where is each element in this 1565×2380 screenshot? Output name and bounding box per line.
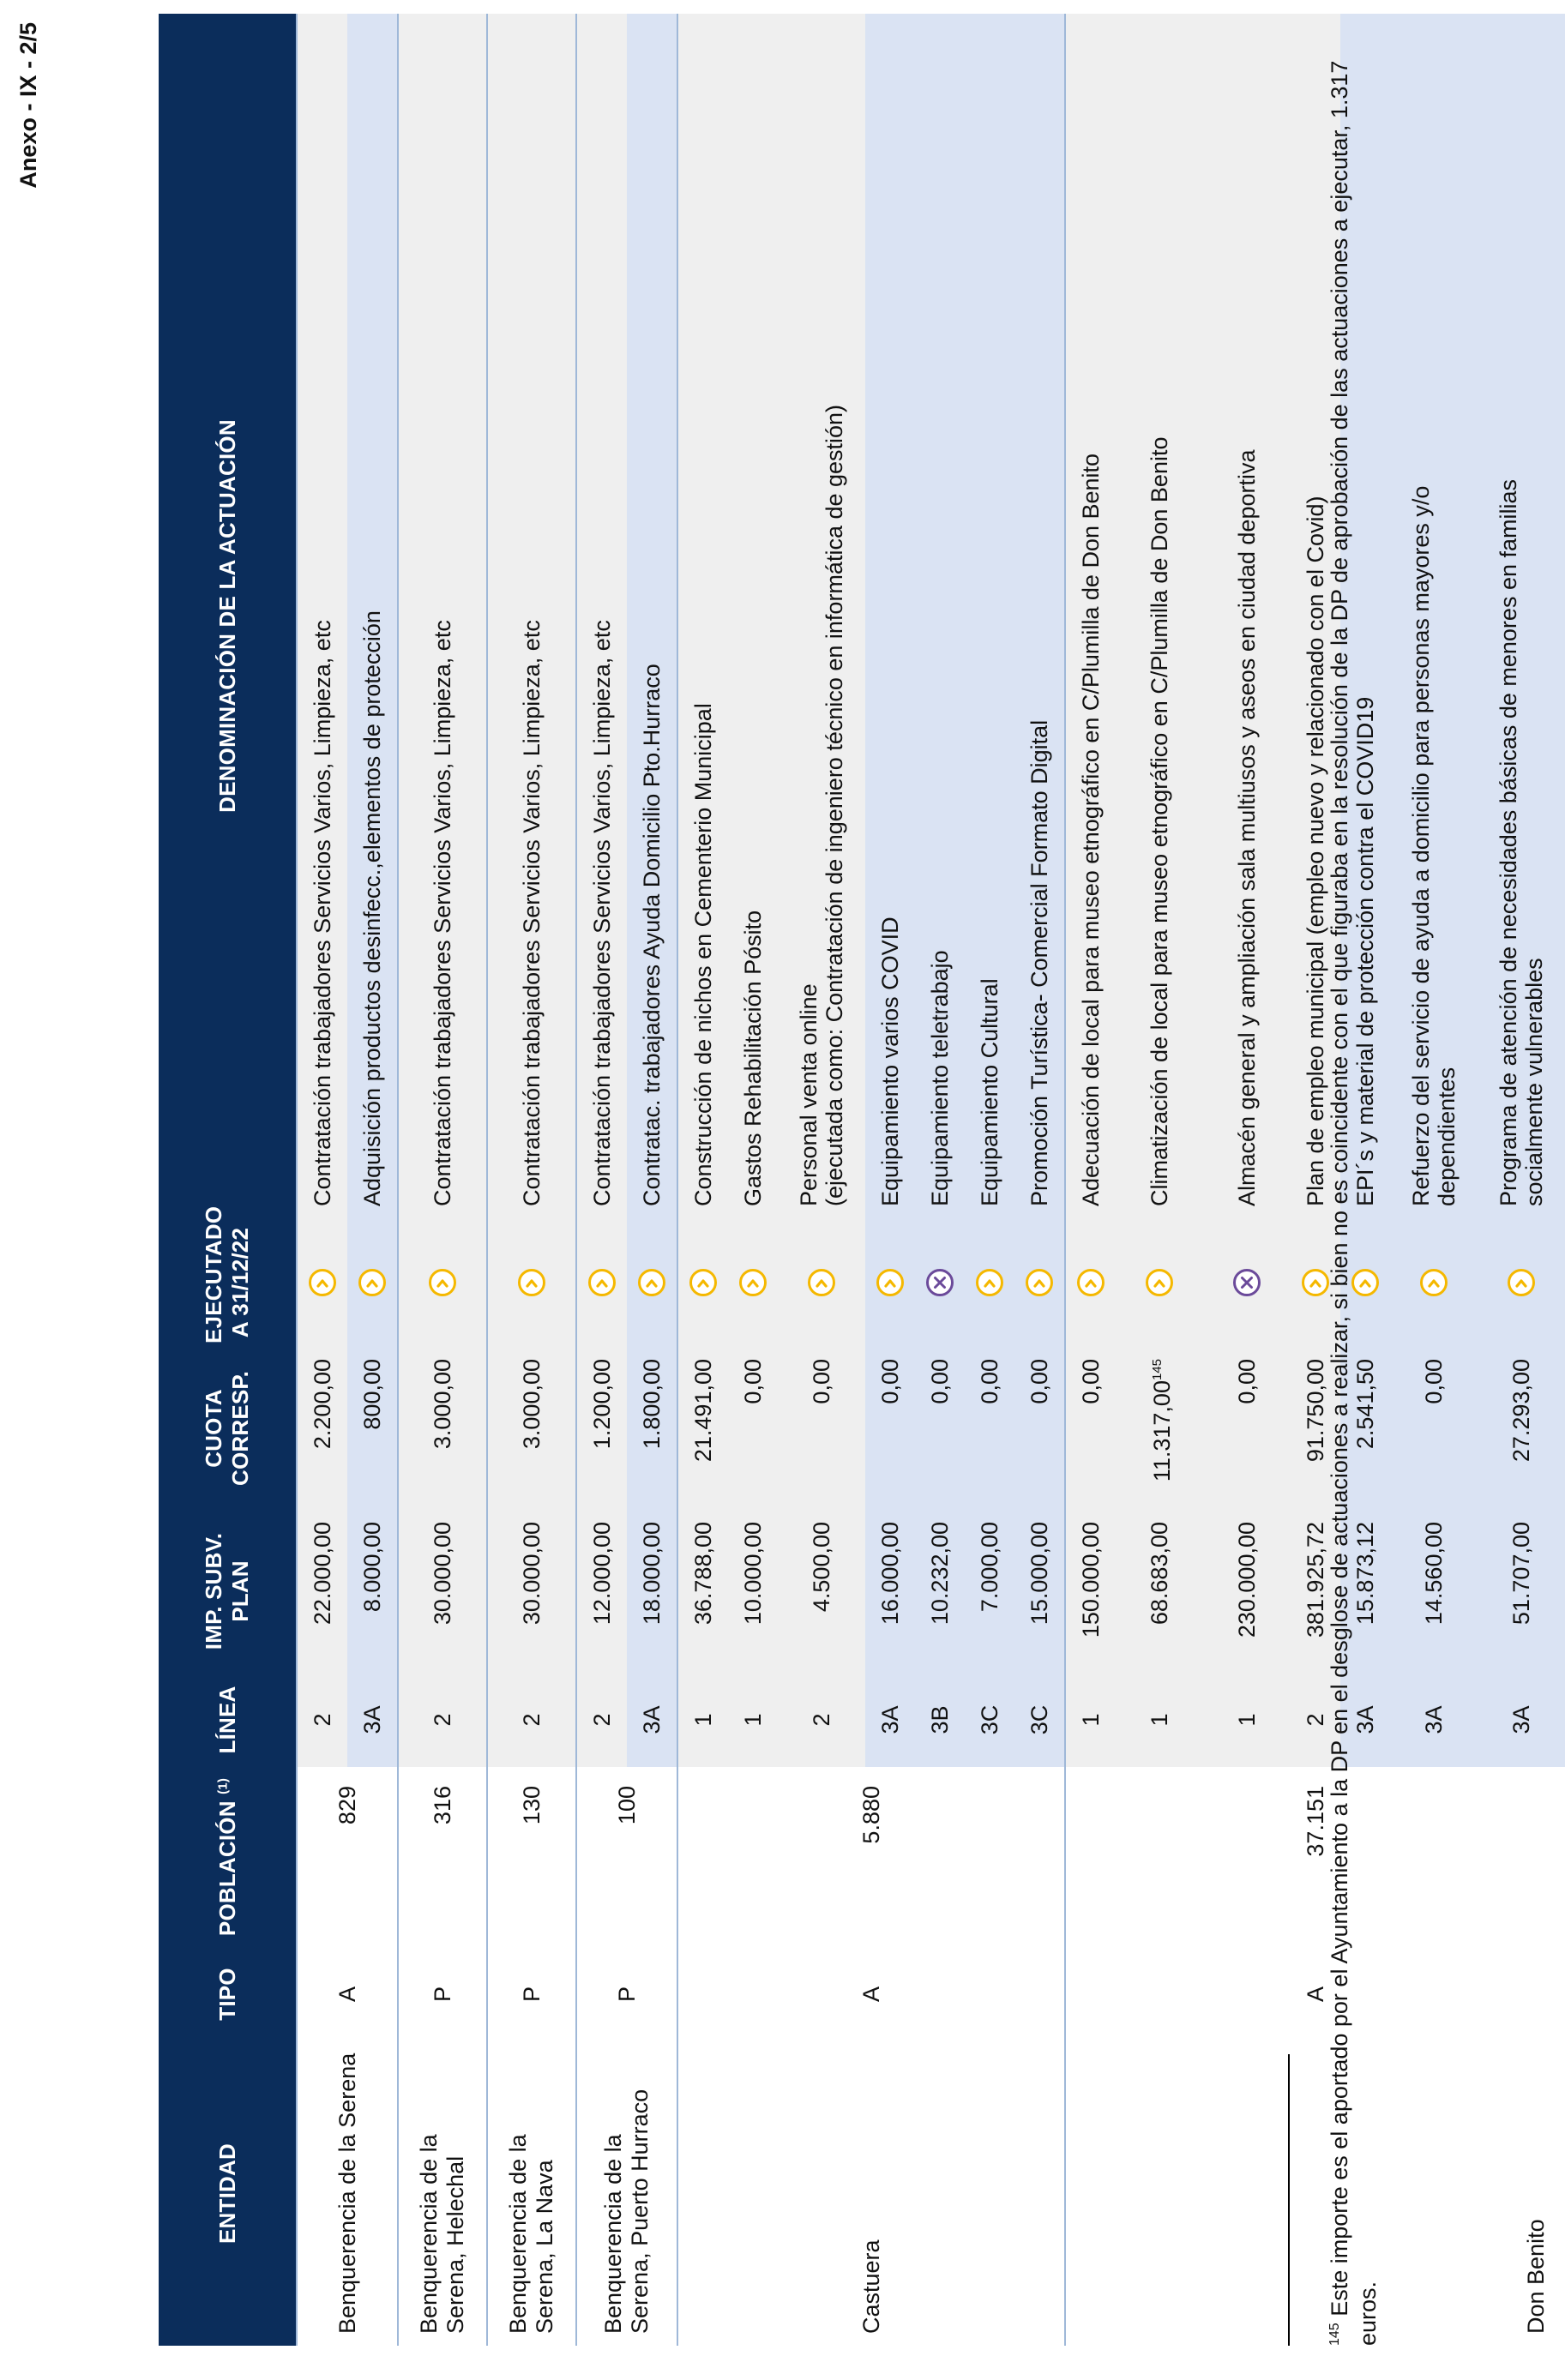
check-circle-icon [1507, 1268, 1536, 1297]
cuota-cell: 0,00 [1203, 1347, 1291, 1510]
denominacion-cell: Contratación trabajadores Servicios Varios, Limpieza, etc [297, 14, 347, 1218]
col-poblacion: POBLACIÓN $^{(1)}$ [159, 1767, 297, 1947]
denominacion-cell: Programa de atención de necesidades básicas de menores en familias socialmente vulnerables [1478, 14, 1565, 1218]
denominacion-cell: Plan de empleo municipal (empleo nuevo y relacionado con el Covid) [1291, 14, 1340, 1218]
linea-cell: 2 [576, 1673, 627, 1767]
imp-cell: 8.000,00 [347, 1510, 398, 1673]
footnote-number: 145 [1327, 2323, 1342, 2346]
population-cell: 5.880 [677, 1767, 1065, 1947]
population-cell: 316 [398, 1767, 487, 1947]
denominacion-cell: Contratación trabajadores Servicios Varios, Limpieza, etc [398, 14, 487, 1218]
denominacion-cell: Contratac. trabajadores Ayuda Domicilio Pto.Hurraco [627, 14, 677, 1218]
check-circle-icon [1025, 1268, 1054, 1297]
linea-cell: 2 [487, 1673, 576, 1767]
linea-cell: 3C [1014, 1673, 1065, 1767]
linea-cell: 1 [1203, 1673, 1291, 1767]
check-circle-icon [587, 1268, 617, 1297]
denominacion-cell: Gastos Rehabilitación Pósito [728, 14, 778, 1218]
imp-cell: 15.873,12 [1340, 1510, 1390, 1673]
type-cell: P [576, 1947, 677, 2041]
ejecutado-cell [1203, 1218, 1291, 1347]
ejecutado-cell [865, 1218, 915, 1347]
entity-cell: Benquerencia de la Serena, La Nava [487, 2041, 576, 2346]
linea-cell: 2 [1291, 1673, 1340, 1767]
check-circle-icon [689, 1268, 718, 1297]
imp-cell: 18.000,00 [627, 1510, 677, 1673]
check-circle-icon [517, 1268, 546, 1297]
imp-cell: 36.788,00 [677, 1510, 728, 1673]
footnote-text: Este importe es el aportado por el Ayuntamiento a la DP en el desglose de actuaciones a realizar, si bien no es coincidente con el que figuraba en la resolución de la DP de aprobación de las actuaciones a ejecutar, 1.317 euros. [1327, 60, 1381, 2346]
cuota-cell: 0,00 [1390, 1347, 1478, 1510]
population-cell: 130 [487, 1767, 576, 1947]
cuota-cell: 0,00 [728, 1347, 778, 1510]
imp-cell: 4.500,00 [778, 1510, 865, 1673]
denominacion-cell: Refuerzo del servicio de ayuda a domicilio para personas mayores y/o dependientes [1390, 14, 1478, 1218]
ejecutado-cell [728, 1218, 778, 1347]
entity-cell: Benquerencia de la Serena, Puerto Hurraco [576, 2041, 677, 2346]
linea-cell: 3A [1340, 1673, 1390, 1767]
cross-circle-icon [1232, 1268, 1261, 1297]
cuota-cell: 21.491,00 [677, 1347, 728, 1510]
cuota-cell: 1.200,00 [576, 1347, 627, 1510]
population-cell: 829 [297, 1767, 398, 1947]
linea-cell: 3C [965, 1673, 1014, 1767]
cuota-cell: 91.750,00 [1291, 1347, 1340, 1510]
population-cell: 37.151 [1065, 1767, 1565, 1947]
imp-cell: 51.707,00 [1478, 1510, 1565, 1673]
cuota-cell: 800,00 [347, 1347, 398, 1510]
annex-label: Anexo - IX - 2/5 [15, 22, 41, 189]
table-row [1065, 14, 1116, 2346]
linea-cell: 2 [778, 1673, 865, 1767]
imp-cell: 7.000,00 [965, 1510, 1014, 1673]
check-circle-icon [876, 1268, 905, 1297]
check-circle-icon [738, 1268, 767, 1297]
entity-cell: Don Benito [1065, 2041, 1565, 2346]
imp-cell: 12.000,00 [576, 1510, 627, 1673]
ejecutado-cell [778, 1218, 865, 1347]
linea-cell: 1 [728, 1673, 778, 1767]
linea-cell: 1 [1116, 1673, 1203, 1767]
table-row [487, 14, 576, 2346]
linea-cell: 2 [398, 1673, 487, 1767]
cuota-cell: 1.800,00 [627, 1347, 677, 1510]
linea-cell: 1 [1065, 1673, 1116, 1767]
imp-cell: 10.232,00 [915, 1510, 965, 1673]
ejecutado-cell [347, 1218, 398, 1347]
type-cell: A [1065, 1947, 1565, 2041]
check-circle-icon [637, 1268, 666, 1297]
imp-cell: 30.000,00 [487, 1510, 576, 1673]
linea-cell: 3B [915, 1673, 965, 1767]
cuota-cell: 0,00 [915, 1347, 965, 1510]
population-cell: 100 [576, 1767, 677, 1947]
ejecutado-cell [1065, 1218, 1116, 1347]
denominacion-cell: Construcción de nichos en Cementerio Municipal [677, 14, 728, 1218]
ejecutado-cell [915, 1218, 965, 1347]
check-circle-icon [358, 1268, 387, 1297]
cuota-cell: 0,00 [1014, 1347, 1065, 1510]
cuota-cell: 0,00 [865, 1347, 915, 1510]
type-cell: P [398, 1947, 487, 2041]
check-circle-icon [1076, 1268, 1105, 1297]
cuota-cell: 2.200,00 [297, 1347, 347, 1510]
table-header-row [159, 14, 297, 2346]
table-row [677, 14, 728, 2346]
ejecutado-cell [1478, 1218, 1565, 1347]
denominacion-cell: Contratación trabajadores Servicios Varios, Limpieza, etc [487, 14, 576, 1218]
cuota-cell: 0,00 [778, 1347, 865, 1510]
col-tipo: TIPO [159, 1947, 297, 2041]
col-entidad: ENTIDAD [159, 2041, 297, 2346]
imp-cell: 230.000,00 [1203, 1510, 1291, 1673]
footnote-rule [1288, 2054, 1290, 2346]
denominacion-cell: Adquisición productos desinfecc.,elementos de protección [347, 14, 398, 1218]
cuota-cell: 3.000,00 [487, 1347, 576, 1510]
denominacion-cell: Adecuación de local para museo etnográfico en C/Plumilla de Don Benito [1065, 14, 1116, 1218]
ejecutado-cell [1390, 1218, 1478, 1347]
denominacion-cell: Equipamiento teletrabajo [915, 14, 965, 1218]
col-denominacion: DENOMINACIÓN DE LA ACTUACIÓN [159, 14, 297, 1218]
denominacion-cell: Almacén general y ampliación sala multiusos y aseos en ciudad deportiva [1203, 14, 1291, 1218]
linea-cell: 3A [865, 1673, 915, 1767]
table-row [398, 14, 487, 2346]
imp-cell: 30.000,00 [398, 1510, 487, 1673]
denominacion-cell: Contratación trabajadores Servicios Varios, Limpieza, etc [576, 14, 627, 1218]
check-circle-icon [975, 1268, 1004, 1297]
check-circle-icon [1419, 1268, 1448, 1297]
entity-cell: Castuera [677, 2041, 1065, 2346]
cuota-cell: 0,00 [965, 1347, 1014, 1510]
imp-cell: 68.683,00 [1116, 1510, 1203, 1673]
entity-cell: Benquerencia de la Serena [297, 2041, 398, 2346]
ejecutado-cell [1116, 1218, 1203, 1347]
imp-cell: 10.000,00 [728, 1510, 778, 1673]
ejecutado-cell [487, 1218, 576, 1347]
check-circle-icon [428, 1268, 457, 1297]
cuota-cell: 3.000,00 [398, 1347, 487, 1510]
imp-cell: 381.925,72 [1291, 1510, 1340, 1673]
cuota-cell: 2.541,50 [1340, 1347, 1390, 1510]
check-circle-icon [308, 1268, 337, 1297]
denominacion-cell: Equipamiento varios COVID [865, 14, 915, 1218]
check-circle-icon [807, 1268, 836, 1297]
col-imp-subv: IMP. SUBV. PLAN [159, 1510, 297, 1673]
cuota-cell: 27.293,00 [1478, 1347, 1565, 1510]
type-cell: A [297, 1947, 398, 2041]
ejecutado-cell [677, 1218, 728, 1347]
imp-cell: 15.000,00 [1014, 1510, 1065, 1673]
linea-cell: 3A [1390, 1673, 1478, 1767]
imp-cell: 22.000,00 [297, 1510, 347, 1673]
type-cell: A [677, 1947, 1065, 2041]
linea-cell: 1 [677, 1673, 728, 1767]
ejecutado-cell [297, 1218, 347, 1347]
denominacion-cell: Promoción Turística- Comercial Formato Digital [1014, 14, 1065, 1218]
cross-circle-icon [925, 1268, 954, 1297]
check-circle-icon [1145, 1268, 1174, 1297]
col-ejecutado: EJECUTADO A 31/12/22 [159, 1218, 297, 1347]
cuota-cell: 0,00 [1065, 1347, 1116, 1510]
linea-cell: 3A [347, 1673, 398, 1767]
footnote [1321, 31, 1382, 2346]
col-cuota: CUOTA CORRESP. [159, 1347, 297, 1510]
imp-cell: 150.000,00 [1065, 1510, 1116, 1673]
imp-cell: 14.560,00 [1390, 1510, 1478, 1673]
col-linea: LÍNEA [159, 1673, 297, 1767]
ejecutado-cell [627, 1218, 677, 1347]
table-row [576, 14, 627, 2346]
ejecutado-cell [965, 1218, 1014, 1347]
denominacion-cell: Equipamiento Cultural [965, 14, 1014, 1218]
cuota-cell: 11.317,00$^{145}$ [1116, 1347, 1203, 1510]
linea-cell: 2 [297, 1673, 347, 1767]
ejecutado-cell [1014, 1218, 1065, 1347]
entity-cell: Benquerencia de la Serena, Helechal [398, 2041, 487, 2346]
denominacion-cell: Personal venta online (ejecutada como: Contratación de ingeniero técnico en informática de gestión) [778, 14, 865, 1218]
imp-cell: 16.000,00 [865, 1510, 915, 1673]
type-cell: P [487, 1947, 576, 2041]
denominacion-cell: EPI´s y material de protección contra el COVID19 [1340, 14, 1390, 1218]
ejecutado-cell [398, 1218, 487, 1347]
denominacion-cell: Climatización de local para museo etnográfico en C/Plumilla de Don Benito [1116, 14, 1203, 1218]
ejecutado-cell [576, 1218, 627, 1347]
table-row [297, 14, 347, 2346]
linea-cell: 3A [1478, 1673, 1565, 1767]
linea-cell: 3A [627, 1673, 677, 1767]
